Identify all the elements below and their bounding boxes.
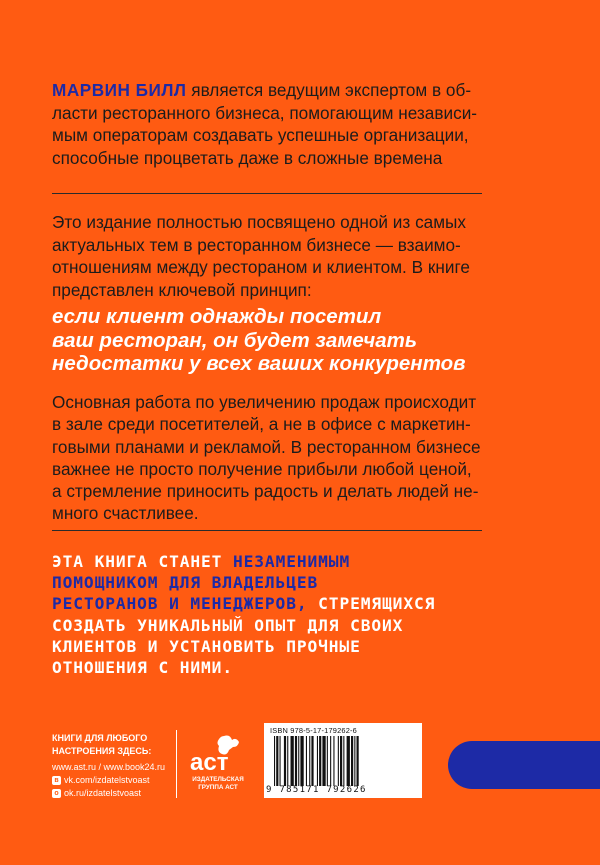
promo-statement <box>52 551 552 678</box>
publisher-links <box>52 732 172 800</box>
isbn-text: ISBN 978-5-17-179262-6 <box>270 726 357 735</box>
author-bio <box>52 79 522 169</box>
key-principle-quote <box>52 305 542 376</box>
vk-icon: в <box>52 776 61 785</box>
body-line: важнее не просто получение прибыли любой ценой, <box>52 458 472 479</box>
author-name: МАРВИН БИЛЛ <box>52 80 187 100</box>
author-bio-line: ласти ресторанного бизнеса, помогающим независи- <box>52 102 478 123</box>
promo-highlight: НЕЗАМЕНИМЫМ <box>233 552 351 571</box>
footer-separator <box>176 730 177 798</box>
intro-line: представлен ключевой принцип: <box>52 279 312 300</box>
promo-text: ОТНОШЕНИЯ С НИМИ. <box>52 658 233 678</box>
author-bio-line: мым операторам создавать успешные организации, <box>52 125 469 145</box>
author-bio-line: является ведущим экспертом в об- <box>191 80 472 100</box>
intro-line: актуальных тем в ресторанном бизнесе — взаимо- <box>52 234 461 255</box>
promo-text: ЭТА КНИГА СТАНЕТ <box>52 552 223 571</box>
body-line: а стремление приносить радость и делать людей не- <box>52 481 479 502</box>
promo-text: СОЗДАТЬ УНИКАЛЬНЫЙ ОПЫТ ДЛЯ СВОИХ <box>52 615 404 635</box>
links-title: НАСТРОЕНИЯ ЗДЕСЬ: <box>52 746 152 756</box>
links-title: КНИГИ ДЛЯ ЛЮБОГО <box>52 733 148 743</box>
body-line: в зале среди посетителей, а не в офисе с маркетин- <box>52 414 471 435</box>
ast-logo-text: аст <box>190 749 229 776</box>
author-bio-line: способные процветать даже в сложные времена <box>52 147 443 168</box>
promo-text: КЛИЕНТОВ И УСТАНОВИТЬ ПРОЧНЫЕ <box>52 636 361 656</box>
promo-text: СТРЕМЯЩИХСЯ <box>318 594 436 614</box>
quote-line: ваш ресторан, он будет замечать <box>52 328 418 352</box>
barcode <box>264 723 422 798</box>
promo-highlight: ПОМОЩНИКОМ ДЛЯ ВЛАДЕЛЬЦЕВ <box>52 573 319 593</box>
publisher-caption <box>186 776 250 792</box>
publisher-caption-line: ГРУППА АСТ <box>198 784 238 791</box>
ok-icon: о <box>52 789 61 798</box>
blue-accent-tab <box>448 741 600 789</box>
barcode-digits: 9 785171 792626 <box>266 785 367 795</box>
body-line: много счастливее. <box>52 503 199 524</box>
body-line: говыми планами и рекламой. В ресторанном бизнесе <box>52 436 481 457</box>
barcode-bars <box>274 736 414 786</box>
intro-paragraph <box>52 211 532 301</box>
body-line: Основная работа по увеличению продаж происходит <box>52 392 477 412</box>
vk-link-text: vk.com/izdatelstvoast <box>64 775 150 785</box>
quote-line: недостатки у всех ваших конкурентов <box>52 352 466 375</box>
ok-link[interactable] <box>52 787 172 800</box>
vk-link[interactable] <box>52 774 172 787</box>
body-paragraph <box>52 391 532 525</box>
promo-highlight: РЕСТОРАНОВ И МЕНЕДЖЕРОВ, <box>52 594 308 614</box>
divider-top <box>52 193 482 194</box>
divider-bottom <box>52 530 482 531</box>
intro-line: отношениям между рестораном и клиентом. В книге <box>52 257 470 277</box>
intro-line: Это издание полностью посвящено одной из самых <box>52 212 466 232</box>
publisher-caption-line: ИЗДАТЕЛЬСКАЯ <box>192 776 244 783</box>
websites-link[interactable]: www.ast.ru / www.book24.ru <box>52 762 166 772</box>
quote-line: если клиент однажды посетил <box>52 305 382 328</box>
ok-link-text: ok.ru/izdatelstvoast <box>64 788 142 798</box>
